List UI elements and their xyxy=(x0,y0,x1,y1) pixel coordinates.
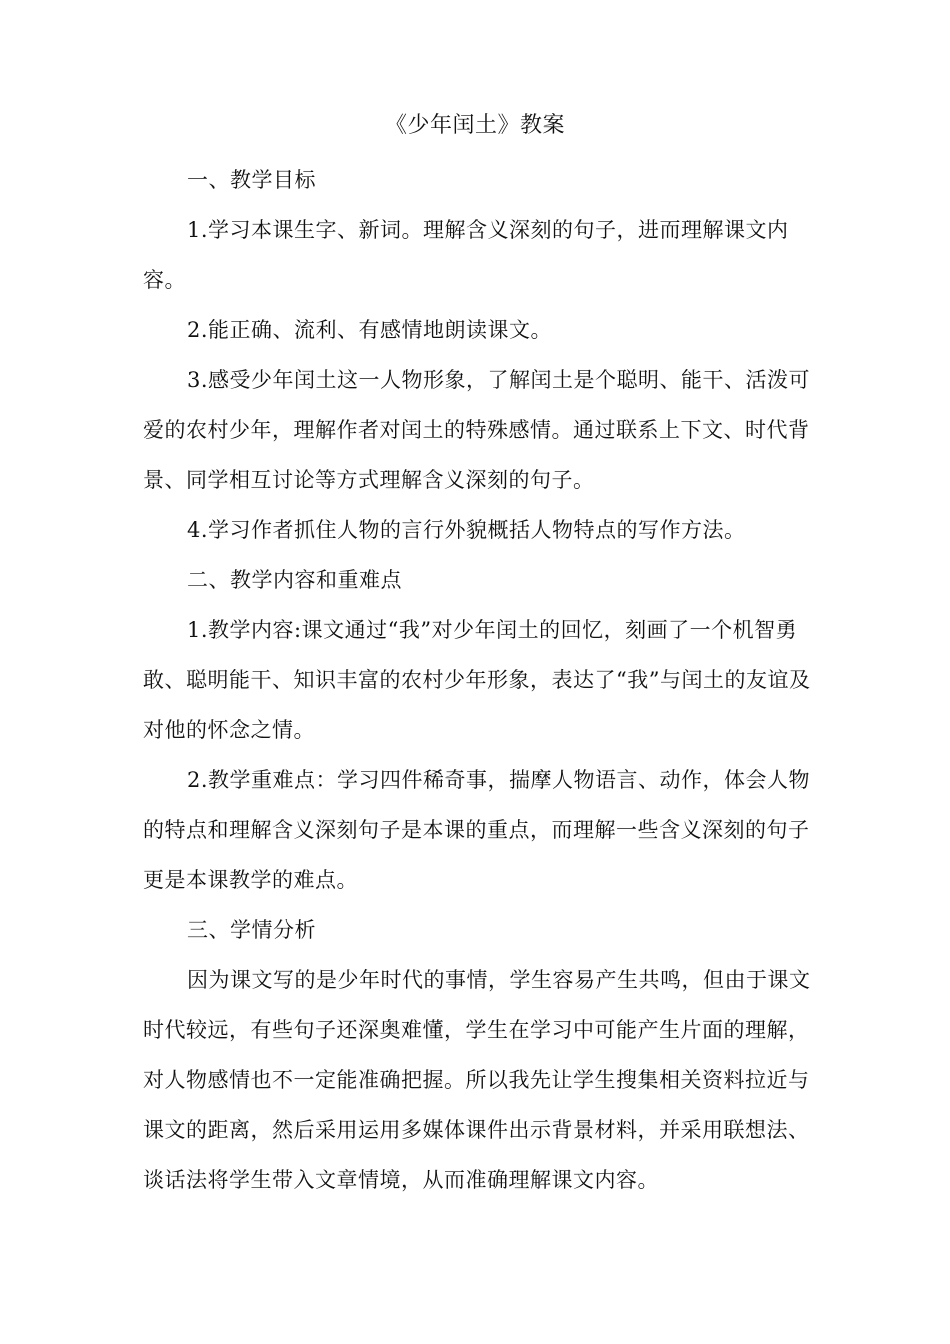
content-item-2: 2.教学重难点：学习四件稀奇事，揣摩人物语言、动作，体会人物的特点和理解含义深刻句子是本课的重点，而理解一些含义深刻的句子更是本课教学的难点。 xyxy=(143,768,811,892)
content-item-1: 1.教学内容:课文通过“我”对少年闰土的回忆，刻画了一个机智勇敢、聪明能干、知识丰富的农村少年形象，表达了“我”与闰土的友谊及对他的怀念之情。 xyxy=(143,618,811,742)
goal-item-2: 2.能正确、流利、有感情地朗读课文。 xyxy=(187,318,553,342)
section-heading-goals: 一、教学目标 xyxy=(187,168,316,192)
section-heading-content: 二、教学内容和重难点 xyxy=(187,568,402,592)
document-title: 《少年闰土》教案 xyxy=(384,113,565,138)
goal-item-4: 4.学习作者抓住人物的言行外貌概括人物特点的写作方法。 xyxy=(187,518,746,542)
section-heading-analysis: 三、学情分析 xyxy=(187,918,316,942)
goal-item-3: 3.感受少年闰土这一人物形象，了解闰土是个聪明、能干、活泼可爱的农村少年，理解作者对闰土的特殊感情。通过联系上下文、时代背景、同学相互讨论等方式理解含义深刻的句子。 xyxy=(143,368,811,492)
document-body xyxy=(143,155,811,1205)
goal-item-1: 1.学习本课生字、新词。理解含义深刻的句子，进而理解课文内容。 xyxy=(143,218,789,292)
analysis-paragraph: 因为课文写的是少年时代的事情，学生容易产生共鸣，但由于课文时代较远，有些句子还深奥难懂，学生在学习中可能产生片面的理解，对人物感情也不一定能准确把握。所以我先让学生搜集相关资料拉近与课文的距离，然后采用运用多媒体课件出示背景材料，并采用联想法、谈话法将学生带入文章情境，从而准确理解课文内容。 xyxy=(143,968,811,1192)
